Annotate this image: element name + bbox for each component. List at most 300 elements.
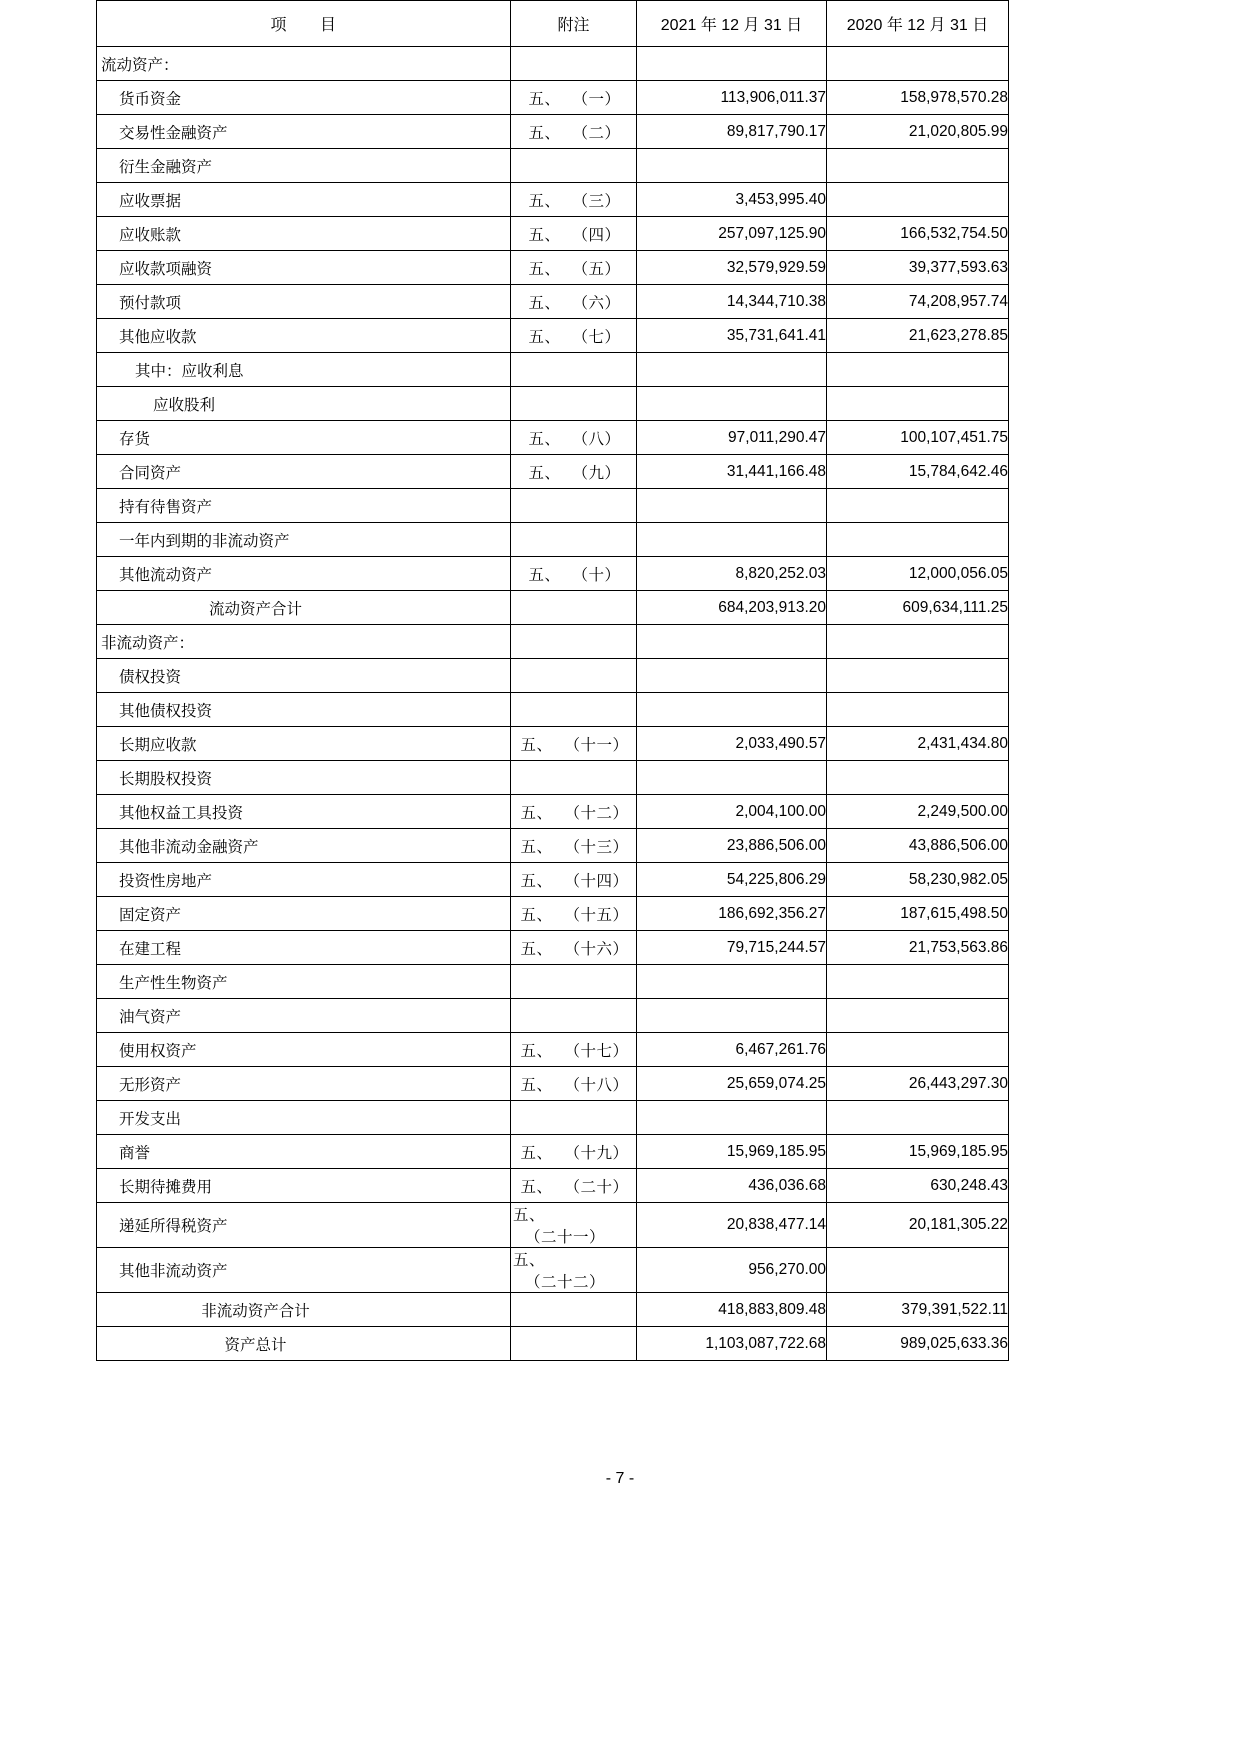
row-item-label: 流动资产合计 <box>208 600 302 618</box>
row-value-2020 <box>827 1101 1009 1135</box>
row-note-section: 五、 <box>513 1207 546 1224</box>
table-header <box>97 1 1009 47</box>
row-item-cell <box>97 251 511 285</box>
table-row <box>97 115 1009 149</box>
row-note-cell <box>511 1327 637 1361</box>
row-note-cell <box>511 1067 637 1101</box>
row-note-cell <box>511 421 637 455</box>
row-note-cell <box>511 965 637 999</box>
row-note-number: （十三） <box>564 838 629 856</box>
row-value-2020 <box>827 1248 1009 1293</box>
row-item-cell <box>97 285 511 319</box>
row-value-2021: 97,011,290.47 <box>637 421 827 455</box>
row-note-cell <box>511 1033 637 1067</box>
row-note-wrap <box>526 121 620 143</box>
row-value-2020: 39,377,593.63 <box>827 251 1009 285</box>
row-note-wrap <box>518 869 628 891</box>
row-value-2021 <box>637 625 827 659</box>
row-value-2021: 15,969,185.95 <box>637 1135 827 1169</box>
row-value-2020 <box>827 489 1009 523</box>
row-item-cell <box>97 829 511 863</box>
row-note-cell <box>511 863 637 897</box>
row-value-2021 <box>637 999 827 1033</box>
row-item-cell <box>97 659 511 693</box>
row-note-section: 五、 <box>528 294 561 312</box>
row-value-2021 <box>637 353 827 387</box>
row-item-cell <box>97 1248 511 1293</box>
table-row <box>97 863 1009 897</box>
row-value-2021 <box>637 149 827 183</box>
row-note-wrap <box>518 903 628 925</box>
table-row <box>97 1169 1009 1203</box>
row-item-cell <box>97 965 511 999</box>
row-note-number: （二十二） <box>525 1274 606 1291</box>
row-item-label: 非流动资产合计 <box>201 1302 310 1320</box>
table-row <box>97 999 1009 1033</box>
row-item-cell <box>97 931 511 965</box>
row-note-cell <box>511 47 637 81</box>
table-row <box>97 931 1009 965</box>
row-value-2020: 187,615,498.50 <box>827 897 1009 931</box>
row-value-2021: 3,453,995.40 <box>637 183 827 217</box>
row-note-wrap <box>518 1073 628 1095</box>
row-value-2021: 1,103,087,722.68 <box>637 1327 827 1361</box>
row-item-label: 长期待摊费用 <box>119 1178 213 1196</box>
row-note-cell <box>511 455 637 489</box>
row-item-label: 合同资产 <box>119 464 182 482</box>
row-note-section: 五、 <box>528 464 561 482</box>
page-number: - 7 - <box>605 1470 635 1487</box>
row-note-cell <box>511 183 637 217</box>
table-row <box>97 727 1009 761</box>
row-note-section: 五、 <box>528 430 561 448</box>
row-item-cell <box>97 1327 511 1361</box>
row-item-label: 使用权资产 <box>119 1042 197 1060</box>
row-note-section: 五、 <box>520 872 553 890</box>
row-note-cell <box>511 1135 637 1169</box>
row-note-cell <box>511 1248 637 1293</box>
row-item-label: 非流动资产： <box>101 634 195 652</box>
row-note-cell <box>511 319 637 353</box>
table-row <box>97 319 1009 353</box>
row-item-label: 一年内到期的非流动资产 <box>119 532 290 550</box>
row-note-section: 五、 <box>520 1076 553 1094</box>
row-value-2020: 15,969,185.95 <box>827 1135 1009 1169</box>
row-value-2021 <box>637 761 827 795</box>
row-item-label: 持有待售资产 <box>119 498 213 516</box>
row-item-cell <box>97 421 511 455</box>
table-row <box>97 1135 1009 1169</box>
row-item-cell <box>97 897 511 931</box>
row-note-cell <box>511 115 637 149</box>
table-row <box>97 455 1009 489</box>
table-row <box>97 1067 1009 1101</box>
row-item-cell <box>97 387 511 421</box>
row-value-2021: 25,659,074.25 <box>637 1067 827 1101</box>
row-value-2020 <box>827 47 1009 81</box>
row-value-2021 <box>637 965 827 999</box>
row-note-cell <box>511 1293 637 1327</box>
row-value-2020 <box>827 1033 1009 1067</box>
row-note-section: 五、 <box>520 804 553 822</box>
row-item-cell <box>97 1169 511 1203</box>
row-value-2020: 21,623,278.85 <box>827 319 1009 353</box>
row-note-wrap <box>511 1248 636 1292</box>
table-row <box>97 557 1009 591</box>
row-value-2021: 32,579,929.59 <box>637 251 827 285</box>
table-row <box>97 625 1009 659</box>
row-value-2020: 26,443,297.30 <box>827 1067 1009 1101</box>
table-row <box>97 81 1009 115</box>
row-note-cell <box>511 625 637 659</box>
row-note-number: （八） <box>572 430 621 448</box>
row-value-2020 <box>827 999 1009 1033</box>
row-note-wrap <box>526 189 620 211</box>
row-item-label: 存货 <box>119 430 151 448</box>
column-header-item <box>97 1 511 47</box>
table-row <box>97 183 1009 217</box>
row-item-cell <box>97 1101 511 1135</box>
row-value-2021: 684,203,913.20 <box>637 591 827 625</box>
row-value-2020: 21,753,563.86 <box>827 931 1009 965</box>
row-value-2020 <box>827 965 1009 999</box>
row-note-wrap <box>526 87 620 109</box>
row-item-cell <box>97 489 511 523</box>
row-note-section: 五、 <box>520 1042 553 1060</box>
row-note-cell <box>511 659 637 693</box>
row-note-cell <box>511 387 637 421</box>
row-note-section: 五、 <box>528 192 561 210</box>
row-note-cell <box>511 727 637 761</box>
table-row <box>97 659 1009 693</box>
row-note-cell <box>511 1203 637 1248</box>
column-header-item-label: 项 目 <box>270 17 337 34</box>
table-row <box>97 1203 1009 1248</box>
row-note-cell <box>511 591 637 625</box>
row-item-label: 预付款项 <box>119 294 182 312</box>
row-item-cell <box>97 217 511 251</box>
row-value-2021: 89,817,790.17 <box>637 115 827 149</box>
row-value-2020 <box>827 387 1009 421</box>
table-row <box>97 761 1009 795</box>
row-item-cell <box>97 625 511 659</box>
table-row <box>97 523 1009 557</box>
table-row <box>97 251 1009 285</box>
row-note-number: （四） <box>572 226 621 244</box>
row-value-2021: 2,033,490.57 <box>637 727 827 761</box>
row-value-2020: 158,978,570.28 <box>827 81 1009 115</box>
row-note-wrap <box>526 427 620 449</box>
table-row <box>97 47 1009 81</box>
row-item-cell <box>97 523 511 557</box>
row-value-2021: 31,441,166.48 <box>637 455 827 489</box>
row-note-cell <box>511 761 637 795</box>
row-note-number: （九） <box>572 464 621 482</box>
row-note-number: （六） <box>572 294 621 312</box>
row-note-number: （二十一） <box>525 1229 606 1246</box>
row-note-section: 五、 <box>528 90 561 108</box>
row-note-number: （十七） <box>564 1042 629 1060</box>
row-note-number: （二） <box>572 124 621 142</box>
table-row <box>97 217 1009 251</box>
row-value-2021: 257,097,125.90 <box>637 217 827 251</box>
row-note-number: （十六） <box>564 940 629 958</box>
row-item-label: 油气资产 <box>119 1008 182 1026</box>
table-row <box>97 489 1009 523</box>
row-note-wrap <box>526 461 620 483</box>
row-item-cell <box>97 115 511 149</box>
row-note-cell <box>511 81 637 115</box>
row-item-cell <box>97 557 511 591</box>
row-value-2020: 2,249,500.00 <box>827 795 1009 829</box>
row-note-section: 五、 <box>520 1144 553 1162</box>
row-item-label: 在建工程 <box>119 940 182 958</box>
row-item-cell <box>97 999 511 1033</box>
row-item-label: 其他流动资产 <box>119 566 213 584</box>
row-note-wrap <box>526 325 620 347</box>
row-item-cell <box>97 353 511 387</box>
row-item-label: 长期股权投资 <box>119 770 213 788</box>
row-note-number: （十） <box>572 566 621 584</box>
row-item-cell <box>97 81 511 115</box>
row-value-2021 <box>637 523 827 557</box>
row-item-cell <box>97 149 511 183</box>
row-item-label: 应收票据 <box>119 192 182 210</box>
balance-sheet-assets-table <box>96 0 1009 1361</box>
row-note-cell <box>511 217 637 251</box>
row-note-section: 五、 <box>513 1252 546 1269</box>
row-item-label: 其他债权投资 <box>119 702 213 720</box>
table-body <box>97 47 1009 1361</box>
row-value-2021: 20,838,477.14 <box>637 1203 827 1248</box>
row-item-label: 债权投资 <box>119 668 182 686</box>
row-item-label: 其他应收款 <box>119 328 197 346</box>
table-row <box>97 965 1009 999</box>
table-row <box>97 795 1009 829</box>
row-note-wrap <box>511 1203 636 1247</box>
table-row <box>97 1293 1009 1327</box>
table-row <box>97 1101 1009 1135</box>
table-row <box>97 149 1009 183</box>
table-row <box>97 897 1009 931</box>
row-note-wrap <box>526 223 620 245</box>
row-item-label: 货币资金 <box>119 90 182 108</box>
table-row <box>97 1248 1009 1293</box>
row-value-2021 <box>637 47 827 81</box>
row-note-cell <box>511 999 637 1033</box>
row-item-cell <box>97 455 511 489</box>
row-value-2021 <box>637 387 827 421</box>
row-item-cell <box>97 1033 511 1067</box>
row-note-cell <box>511 149 637 183</box>
row-note-cell <box>511 557 637 591</box>
row-item-cell <box>97 761 511 795</box>
row-note-wrap <box>518 1141 628 1163</box>
row-note-wrap <box>526 563 620 585</box>
row-item-label: 固定资产 <box>119 906 182 924</box>
row-item-cell <box>97 183 511 217</box>
row-value-2021: 418,883,809.48 <box>637 1293 827 1327</box>
row-value-2021: 6,467,261.76 <box>637 1033 827 1067</box>
row-note-number: （二十） <box>564 1178 629 1196</box>
row-item-label: 资产总计 <box>224 1336 287 1354</box>
row-value-2020: 989,025,633.36 <box>827 1327 1009 1361</box>
table-row <box>97 1327 1009 1361</box>
row-value-2020: 21,020,805.99 <box>827 115 1009 149</box>
table-row <box>97 285 1009 319</box>
row-note-cell <box>511 1169 637 1203</box>
row-item-label: 投资性房地产 <box>119 872 213 890</box>
row-value-2021: 2,004,100.00 <box>637 795 827 829</box>
row-note-number: （七） <box>572 328 621 346</box>
row-value-2021: 8,820,252.03 <box>637 557 827 591</box>
table-row <box>97 1033 1009 1067</box>
row-value-2020: 58,230,982.05 <box>827 863 1009 897</box>
table-row <box>97 591 1009 625</box>
row-item-cell <box>97 1203 511 1248</box>
row-value-2021 <box>637 1101 827 1135</box>
row-item-label: 其中：应收利息 <box>135 362 244 380</box>
row-value-2020 <box>827 659 1009 693</box>
row-note-section: 五、 <box>528 226 561 244</box>
row-item-label: 其他非流动金融资产 <box>119 838 259 856</box>
row-value-2020 <box>827 693 1009 727</box>
row-value-2020: 379,391,522.11 <box>827 1293 1009 1327</box>
balance-sheet-table-wrapper <box>96 0 1008 1361</box>
row-value-2020: 74,208,957.74 <box>827 285 1009 319</box>
row-item-label: 应收股利 <box>153 396 216 414</box>
row-note-section: 五、 <box>528 260 561 278</box>
row-item-cell <box>97 1067 511 1101</box>
row-value-2020: 43,886,506.00 <box>827 829 1009 863</box>
row-value-2021: 54,225,806.29 <box>637 863 827 897</box>
row-value-2021: 436,036.68 <box>637 1169 827 1203</box>
row-note-number: （十二） <box>564 804 629 822</box>
row-note-section: 五、 <box>520 736 553 754</box>
table-row <box>97 387 1009 421</box>
row-value-2021: 79,715,244.57 <box>637 931 827 965</box>
row-item-label: 流动资产： <box>101 56 179 74</box>
column-header-year-2020: 2020 年 12 月 31 日 <box>827 1 1009 47</box>
row-value-2021 <box>637 659 827 693</box>
row-note-wrap <box>518 835 628 857</box>
row-item-cell <box>97 47 511 81</box>
row-value-2020 <box>827 625 1009 659</box>
row-item-label: 递延所得税资产 <box>119 1218 228 1235</box>
row-value-2020: 12,000,056.05 <box>827 557 1009 591</box>
row-value-2020: 20,181,305.22 <box>827 1203 1009 1248</box>
row-note-wrap <box>526 257 620 279</box>
row-note-cell <box>511 693 637 727</box>
row-item-label: 其他非流动资产 <box>119 1263 228 1280</box>
column-header-note: 附注 <box>511 1 637 47</box>
row-value-2021: 35,731,641.41 <box>637 319 827 353</box>
row-value-2021: 23,886,506.00 <box>637 829 827 863</box>
row-note-number: （十一） <box>564 736 629 754</box>
row-value-2020 <box>827 353 1009 387</box>
row-note-number: （十四） <box>564 872 629 890</box>
row-value-2020 <box>827 523 1009 557</box>
row-item-cell <box>97 1293 511 1327</box>
row-note-section: 五、 <box>528 124 561 142</box>
row-note-section: 五、 <box>520 940 553 958</box>
row-note-wrap <box>518 937 628 959</box>
row-item-cell <box>97 693 511 727</box>
row-item-label: 商誉 <box>119 1144 151 1162</box>
row-item-label: 其他权益工具投资 <box>119 804 244 822</box>
row-note-wrap <box>518 1175 628 1197</box>
row-note-cell <box>511 931 637 965</box>
row-note-section: 五、 <box>528 566 561 584</box>
row-note-wrap <box>518 801 628 823</box>
row-item-label: 无形资产 <box>119 1076 182 1094</box>
row-note-cell <box>511 523 637 557</box>
row-item-cell <box>97 795 511 829</box>
row-note-wrap <box>526 291 620 313</box>
row-note-section: 五、 <box>520 1178 553 1196</box>
row-note-number: （一） <box>572 90 621 108</box>
row-note-section: 五、 <box>520 838 553 856</box>
row-value-2020: 630,248.43 <box>827 1169 1009 1203</box>
row-note-cell <box>511 285 637 319</box>
table-row <box>97 829 1009 863</box>
row-item-cell <box>97 319 511 353</box>
row-value-2021: 186,692,356.27 <box>637 897 827 931</box>
row-value-2021: 956,270.00 <box>637 1248 827 1293</box>
row-item-cell <box>97 727 511 761</box>
row-item-label: 应收账款 <box>119 226 182 244</box>
row-note-number: （五） <box>572 260 621 278</box>
row-item-label: 应收款项融资 <box>119 260 213 278</box>
row-value-2021: 14,344,710.38 <box>637 285 827 319</box>
table-header-row <box>97 1 1009 47</box>
row-note-cell <box>511 829 637 863</box>
table-row <box>97 353 1009 387</box>
row-value-2020: 609,634,111.25 <box>827 591 1009 625</box>
row-value-2021: 113,906,011.37 <box>637 81 827 115</box>
row-value-2020: 166,532,754.50 <box>827 217 1009 251</box>
row-note-cell <box>511 897 637 931</box>
row-note-cell <box>511 1101 637 1135</box>
row-item-label: 交易性金融资产 <box>119 124 228 142</box>
row-note-section: 五、 <box>528 328 561 346</box>
row-value-2020 <box>827 761 1009 795</box>
row-value-2020: 2,431,434.80 <box>827 727 1009 761</box>
row-note-wrap <box>518 1039 628 1061</box>
row-value-2020: 15,784,642.46 <box>827 455 1009 489</box>
row-value-2020 <box>827 149 1009 183</box>
row-item-label: 衍生金融资产 <box>119 158 213 176</box>
row-value-2020 <box>827 183 1009 217</box>
row-item-cell <box>97 591 511 625</box>
row-note-cell <box>511 251 637 285</box>
table-row <box>97 693 1009 727</box>
row-item-label: 长期应收款 <box>119 736 197 754</box>
row-value-2021 <box>637 693 827 727</box>
row-value-2021 <box>637 489 827 523</box>
row-note-cell <box>511 353 637 387</box>
column-header-year-2021: 2021 年 12 月 31 日 <box>637 1 827 47</box>
row-value-2020: 100,107,451.75 <box>827 421 1009 455</box>
row-note-number: （三） <box>572 192 621 210</box>
row-note-number: （十五） <box>564 906 629 924</box>
row-note-cell <box>511 795 637 829</box>
row-item-cell <box>97 1135 511 1169</box>
row-item-label: 开发支出 <box>119 1110 182 1128</box>
table-row <box>97 421 1009 455</box>
row-note-number: （十九） <box>564 1144 629 1162</box>
row-item-cell <box>97 863 511 897</box>
